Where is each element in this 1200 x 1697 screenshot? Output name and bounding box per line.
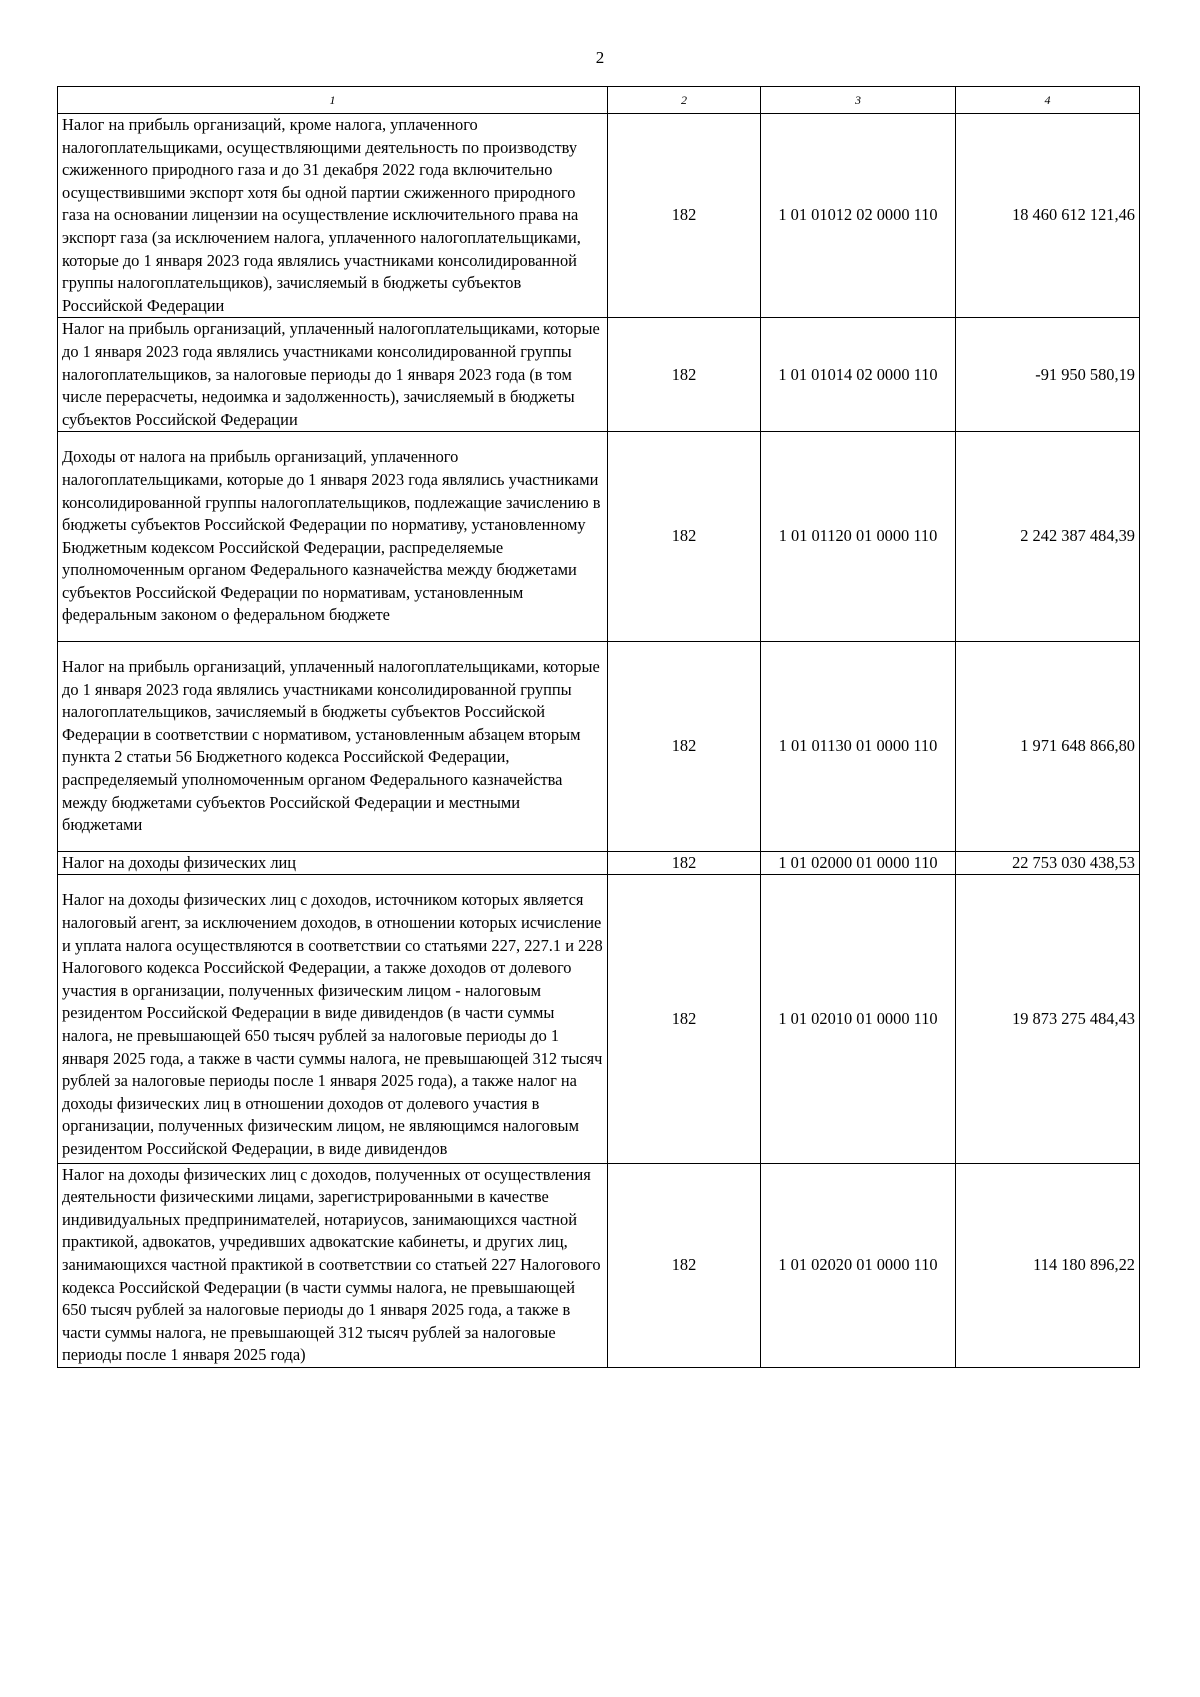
table-row <box>58 875 1140 1163</box>
table-row <box>58 114 1140 318</box>
administrator-code-cell: 182 <box>608 318 761 432</box>
amount-cell: -91 950 580,19 <box>956 318 1140 432</box>
amount-cell: 19 873 275 484,43 <box>956 875 1140 1163</box>
amount-cell: 22 753 030 438,53 <box>956 851 1140 875</box>
revenue-name-cell: Налог на прибыль организаций, уплаченный налогоплательщиками, которые до 1 января 2023 года являлись участниками консолидированной группы налогоплательщиков, зачисляемый в бюджеты субъектов Российской Федерации в соответствии с нормативом, установленным абзацем вторым пункта 2 статьи 56 Бюджетного кодекса Российской Федерации, распределяемый уполномоченным органом Федерального казначейства между бюджетами субъектов Российской Федерации и местными бюджетами <box>58 642 608 852</box>
revenue-name-cell: Налог на доходы физических лиц <box>58 851 608 875</box>
revenue-name-cell: Налог на прибыль организаций, кроме налога, уплаченного налогоплательщиками, осуществляющими деятельность по производству сжиженного природного газа и до 31 декабря 2022 года включительно осуществившими экспорт хотя бы одной партии сжиженного природного газа на основании лицензии на осуществление исключительного права на экспорт газа (за исключением налога, уплаченного налогоплательщиками, которые до 1 января 2023 года являлись участниками консолидированной группы налогоплательщиков), зачисляемый в бюджеты субъектов Российской Федерации <box>58 114 608 318</box>
amount-cell: 2 242 387 484,39 <box>956 432 1140 642</box>
revenue-name-cell: Доходы от налога на прибыль организаций, уплаченного налогоплательщиками, которые до 1 января 2023 года являлись участниками консолидированной группы налогоплательщиков, подлежащие зачислению в бюджеты субъектов Российской Федерации по нормативу, установленному Бюджетным кодексом Российской Федерации, распределяемые уполномоченным органом Федерального казначейства между бюджетами субъектов Российской Федерации по нормативам, установленным федеральным законом о федеральном бюджете <box>58 432 608 642</box>
administrator-code-cell: 182 <box>608 114 761 318</box>
budget-classification-code-cell: 1 01 02010 01 0000 110 <box>761 875 956 1163</box>
administrator-code-cell: 182 <box>608 642 761 852</box>
table-row <box>58 851 1140 875</box>
table-header-row <box>58 87 1140 114</box>
table-row <box>58 642 1140 852</box>
column-header-1: 1 <box>58 87 608 114</box>
administrator-code-cell: 182 <box>608 875 761 1163</box>
revenue-name-cell: Налог на доходы физических лиц с доходов, источником которых является налоговый агент, за исключением доходов, в отношении которых исчисление и уплата налога осуществляются в соответствии со статьями 227, 227.1 и 228 Налогового кодекса Российской Федерации, а также доходов от долевого участия в организации, полученных физическим лицом - налоговым резидентом Российской Федерации в виде дивидендов (в части суммы налога, не превышающей 650 тысяч рублей за налоговые периоды до 1 января 2025 года, а также в части суммы налога, не превышающей 312 тысяч рублей за налоговые периоды после 1 января 2025 года), а также налог на доходы физических лиц в отношении доходов от долевого участия в организации, полученных физическим лицом, не являющимся налоговым резидентом Российской Федерации, в виде дивидендов <box>58 875 608 1163</box>
column-header-3: 3 <box>761 87 956 114</box>
table-row <box>58 318 1140 432</box>
administrator-code-cell: 182 <box>608 851 761 875</box>
column-header-4: 4 <box>956 87 1140 114</box>
revenue-name-cell: Налог на доходы физических лиц с доходов, полученных от осуществления деятельности физическими лицами, зарегистрированными в качестве индивидуальных предпринимателей, нотариусов, занимающихся частной практикой, адвокатов, учредивших адвокатские кабинеты, и других лиц, занимающихся частной практикой в соответствии со статьей 227 Налогового кодекса Российской Федерации (в части суммы налога, не превышающей 650 тысяч рублей за налоговые периоды до 1 января 2025 года, а также в части суммы налога, не превышающей 312 тысяч рублей за налоговые периоды после 1 января 2025 года) <box>58 1163 608 1367</box>
amount-cell: 18 460 612 121,46 <box>956 114 1140 318</box>
budget-revenue-table <box>57 86 1140 1368</box>
budget-classification-code-cell: 1 01 01012 02 0000 110 <box>761 114 956 318</box>
table-row <box>58 1163 1140 1367</box>
budget-classification-code-cell: 1 01 01130 01 0000 110 <box>761 642 956 852</box>
table-row <box>58 432 1140 642</box>
budget-classification-code-cell: 1 01 02000 01 0000 110 <box>761 851 956 875</box>
revenue-name-cell: Налог на прибыль организаций, уплаченный налогоплательщиками, которые до 1 января 2023 года являлись участниками консолидированной группы налогоплательщиков, за налоговые периоды до 1 января 2023 года (в том числе перерасчеты, недоимка и задолженность), зачисляемый в бюджеты субъектов Российской Федерации <box>58 318 608 432</box>
amount-cell: 1 971 648 866,80 <box>956 642 1140 852</box>
page-number: 2 <box>595 48 605 67</box>
budget-classification-code-cell: 1 01 01014 02 0000 110 <box>761 318 956 432</box>
administrator-code-cell: 182 <box>608 1163 761 1367</box>
column-header-2: 2 <box>608 87 761 114</box>
budget-classification-code-cell: 1 01 02020 01 0000 110 <box>761 1163 956 1367</box>
amount-cell: 114 180 896,22 <box>956 1163 1140 1367</box>
budget-classification-code-cell: 1 01 01120 01 0000 110 <box>761 432 956 642</box>
administrator-code-cell: 182 <box>608 432 761 642</box>
